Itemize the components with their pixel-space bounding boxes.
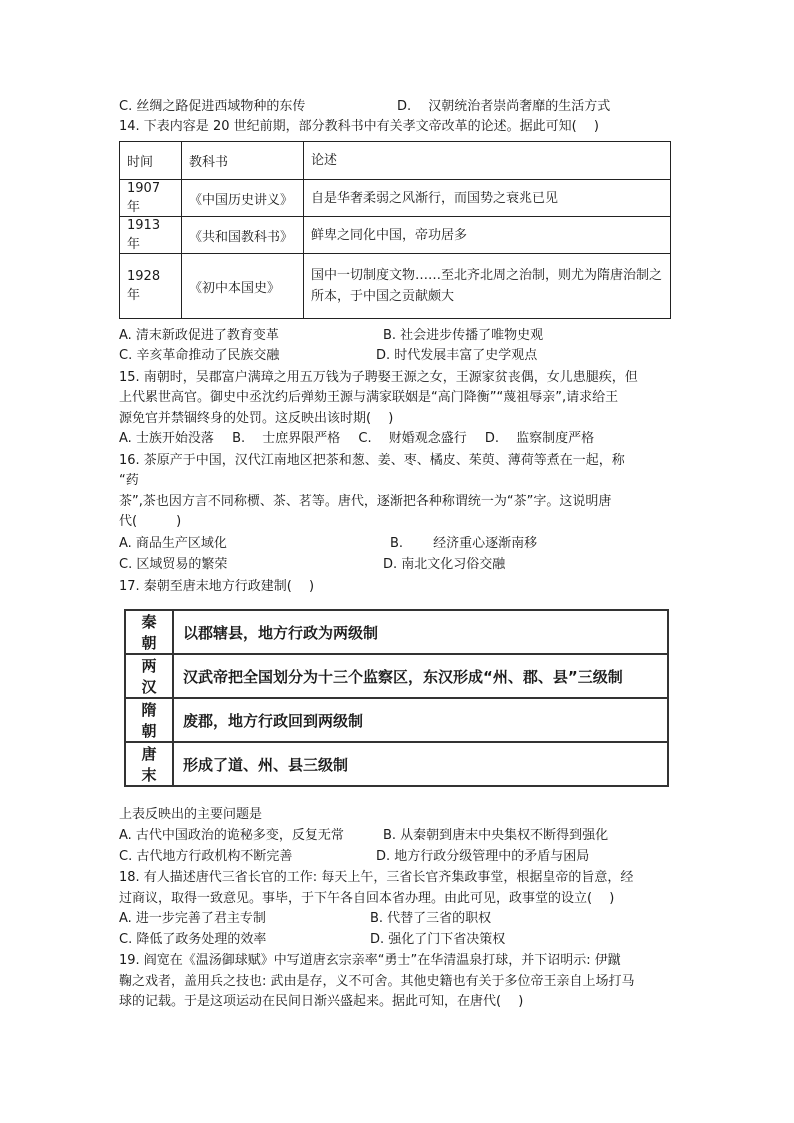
q17-table (124, 609, 669, 787)
q14-stem: 14. 下表内容是 20 世纪前期，部分教科书中有关孝文帝改革的论述。据此可知( ) (119, 119, 599, 134)
q17-option-b: B. 从秦朝到唐末中央集权不断得到强化 (383, 828, 609, 843)
q14-option-a: A. 清末新政促进了教育变革 (119, 328, 279, 343)
table-cell-text-line: 国中一切制度文物……至北齐北周之治制，则尤为隋唐治制之 (311, 268, 663, 283)
q19-stem-line: 球的记载。于是这项运动在民间日渐兴盛起来。据此可知，在唐代( ) (119, 994, 524, 1009)
table-row (125, 610, 668, 654)
table-cell-book: 《共和国教科书》 (182, 217, 304, 254)
q15-stem-line: 上代累世高官。御史中丞沈约后弹劾王源与满家联姻是“高门降衡”“蔑祖辱亲”,请求给王 (119, 390, 619, 405)
table-cell-text (304, 254, 671, 319)
table-cell-desc: 形成了道、州、县三级制 (173, 742, 668, 786)
table-cell-book: 《初中本国史》 (182, 254, 304, 319)
table-cell-era: 隋朝 (125, 698, 173, 742)
table-cell-text: 鲜卑之同化中国，帝功居多 (304, 217, 671, 254)
q19-stem-line: 鞠之戏者，盖用兵之技也: 武由是存，义不可舍。其他史籍也有关于多位帝王亲自上场打马 (119, 974, 635, 989)
table-cell-era: 秦朝 (125, 610, 173, 654)
q16-stem-line: 16. 茶原产于中国，汉代江南地区把茶和葱、姜、枣、橘皮、茱萸、薄荷等煮在一起，称 (119, 453, 625, 468)
q15-option-b: B. 士庶界限严格 (232, 431, 341, 446)
table-row (120, 180, 671, 217)
q18-option-b: B. 代替了三省的职权 (370, 911, 492, 926)
q19-stem-line: 19. 阎宽在《温汤御球赋》中写道唐玄宗亲率“勇士”在华清温泉打球，并下诏明示: 伊蹴 (119, 953, 621, 968)
table-cell-text: 自是华奢柔弱之风渐行，而国势之衰兆已见 (304, 180, 671, 217)
q13-option-c: C. 丝绸之路促进西域物种的东传 (119, 99, 306, 114)
q14-option-d: D. 时代发展丰富了史学观点 (376, 348, 538, 363)
q18-stem-line: 过商议，取得一致意见。事毕，于下午各自回本省办理。由此可见，政事堂的设立( ) (119, 891, 615, 906)
table-row (125, 698, 668, 742)
q18-option-c: C. 降低了政务处理的效率 (119, 932, 267, 947)
table-header-row (120, 142, 671, 180)
table-row (125, 654, 668, 698)
q15-option-c: C. 财婚观念盛行 (358, 431, 467, 446)
q16-option-b: B. 经济重心逐渐南移 (390, 536, 538, 551)
q14-option-c: C. 辛亥革命推动了民族交融 (119, 348, 280, 363)
q15-stem-line: 源免官并禁锢终身的处罚。这反映出该时期( ) (119, 411, 394, 426)
q15-options (119, 430, 594, 447)
q13-option-d: D. 汉朝统治者崇尚奢靡的生活方式 (397, 99, 611, 114)
q14-option-b: B. 社会进步传播了唯物史观 (383, 328, 544, 343)
table-cell-time: 1928 年 (120, 254, 182, 319)
q15-option-a: A. 士族开始没落 (119, 431, 214, 446)
q18-stem-line: 18. 有人描述唐代三省长官的工作: 每天上午，三省长官齐集政事堂，根据皇帝的旨意，经 (119, 870, 634, 885)
table-cell-desc: 汉武帝把全国划分为十三个监察区，东汉形成“州、郡、县”三级制 (173, 654, 668, 698)
table-row (120, 217, 671, 254)
q15-stem-line: 15. 南朝时，吴郡富户满璋之用五万钱为子聘娶王源之女，王源家贫丧偶，女儿患腿疾，但 (119, 370, 638, 385)
table-cell-text-line: 所本，于中国之贡献颇大 (311, 289, 455, 304)
q18-option-a: A. 进一步完善了君主专制 (119, 911, 266, 926)
table-row (120, 254, 671, 319)
q17-stem: 17. 秦朝至唐末地方行政建制( ) (119, 579, 315, 594)
table-cell-desc: 废郡，地方行政回到两级制 (173, 698, 668, 742)
q16-option-a: A. 商品生产区域化 (119, 536, 227, 551)
q17-option-a: A. 古代中国政治的诡秘多变，反复无常 (119, 828, 344, 843)
table-cell-era: 唐末 (125, 742, 173, 786)
q15-option-d: D. 监察制度严格 (484, 431, 595, 446)
q17-followup: 上表反映出的主要问题是 (119, 807, 263, 822)
table-cell-time: 1913 年 (120, 217, 182, 254)
q16-option-d: D. 南北文化习俗交融 (383, 557, 506, 572)
q17-option-c: C. 古代地方行政机构不断完善 (119, 849, 293, 864)
q16-stem-line: 代( ) (119, 514, 182, 529)
table-cell-time: 1907 年 (120, 180, 182, 217)
table-row (125, 742, 668, 786)
table-header-cell: 时间 (120, 142, 182, 180)
q17-option-d: D. 地方行政分级管理中的矛盾与困局 (376, 849, 590, 864)
table-header-cell: 教科书 (182, 142, 304, 180)
q16-option-c: C. 区域贸易的繁荣 (119, 557, 228, 572)
table-cell-desc: 以郡辖县，地方行政为两级制 (173, 610, 668, 654)
q14-table (119, 141, 671, 319)
q16-stem-line: “药 (119, 473, 139, 488)
q16-stem-line: 茶”,茶也因方言不同称槚、茶、茗等。唐代，逐渐把各种称谓统一为“茶”字。这说明唐 (119, 494, 612, 509)
table-header-cell: 论述 (304, 142, 671, 180)
q18-option-d: D. 强化了门下省决策权 (370, 932, 506, 947)
table-cell-era: 两汉 (125, 654, 173, 698)
table-cell-book: 《中国历史讲义》 (182, 180, 304, 217)
